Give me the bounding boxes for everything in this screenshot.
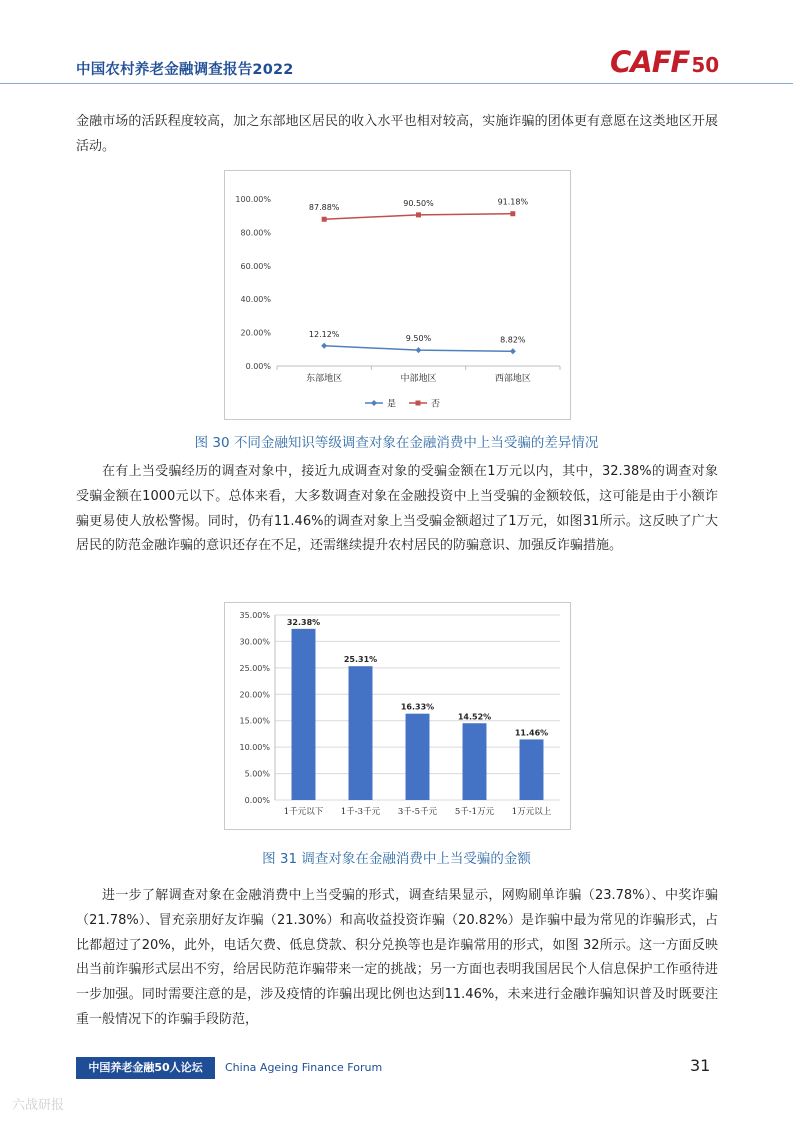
legend-marker	[371, 400, 377, 406]
figure-30-line-chart	[224, 170, 571, 420]
bar-value-label: 16.33%	[400, 702, 435, 712]
bar-value-label: 32.38%	[286, 617, 321, 627]
x-tick-label: 1千元以下	[283, 807, 324, 817]
x-tick-label: 中部地区	[400, 374, 437, 384]
data-label: 8.82%	[500, 335, 526, 345]
paragraph-2: 在有上当受骗经历的调查对象中，接近九成调查对象的受骗金额在1万元以内，其中，32.38%的调查对象受骗金额在1000元以下。总体来看，大多数调查对象在金融投资中上当受骗的金额较低，这可能是由于小额诈骗更易使人放松警惕。同时，仍有11.46%的调查对象上当受骗金额超过了1万元，如图31所示。这反映了广大居民的防范金融诈骗的意识还存在不足，还需继续提升农村居民的防骗意识、加强反诈骗措施。	[76, 464, 718, 554]
line-chart-svg	[225, 171, 570, 419]
data-point-marker	[416, 212, 421, 217]
bar-chart-svg	[225, 603, 570, 829]
x-tick-label: 5千-1万元	[454, 807, 495, 817]
figure-31-caption: 图 31 调查对象在金融消费中上当受骗的金额	[262, 851, 531, 867]
figure-30-caption: 图 30 不同金融知识等级调查对象在金融消费中上当受骗的差异情况	[194, 435, 599, 451]
page-header	[0, 0, 793, 90]
y-tick-label: 10.00%	[239, 743, 270, 753]
data-point-marker	[510, 211, 515, 216]
paragraph-1: 金融市场的活跃程度较高，加之东部地区居民的收入水平也相对较高，实施诈骗的团体更有意愿在这类地区开展活动。	[76, 114, 718, 154]
y-tick-label: 80.00%	[240, 228, 271, 238]
y-tick-label: 20.00%	[240, 328, 271, 338]
legend-marker	[416, 401, 421, 406]
y-tick-label: 35.00%	[239, 611, 270, 620]
data-label: 9.50%	[405, 334, 432, 344]
legend-label: 是	[387, 399, 397, 410]
report-title: 中国农村养老金融调查报告2022	[76, 62, 294, 78]
data-label: 91.18%	[497, 197, 529, 207]
page-number: 31	[690, 1056, 711, 1075]
footer-forum-en: China Ageing Finance Forum	[225, 1061, 383, 1074]
y-tick-label: 100.00%	[235, 195, 271, 204]
y-tick-label: 5.00%	[244, 769, 270, 779]
y-tick-label: 25.00%	[239, 663, 270, 673]
logo-number: 50	[691, 53, 720, 77]
paragraph-3: 进一步了解调查对象在金融消费中上当受骗的形式，调查结果显示，网购刷单诈骗（23.78%）、中奖诈骗（21.78%）、冒充亲朋好友诈骗（21.30%）和高收益投资诈骗（20.82%）是诈骗中最为常见的诈骗形式，占比都超过了20%，此外，电话欠费、低息贷款、积分兑换等也是诈骗常用的形式，如图 32所示。这一方面反映出当前诈骗形式层出不穷，给居民防范诈骗带来一定的挑战；另一方面也表明我国居民个人信息保护工作亟待进一步加强。同时需要注意的是，涉及疫情的诈骗出现比例也达到11.46%，未来进行金融诈骗知识普及时既要注重一般情况下的诈骗手段防范，	[76, 888, 718, 1027]
bar-value-label: 25.31%	[343, 655, 378, 665]
bar-value-label: 14.52%	[457, 712, 492, 722]
bar-value-label: 11.46%	[514, 728, 549, 738]
data-label: 87.88%	[308, 203, 340, 213]
y-tick-label: 15.00%	[239, 716, 270, 726]
watermark: 六战研报	[12, 1098, 65, 1113]
x-tick-label: 1千-3千元	[340, 807, 381, 817]
logo-text: CAFF	[610, 45, 690, 79]
y-tick-label: 40.00%	[240, 295, 271, 305]
header-divider	[0, 83, 793, 84]
bar	[292, 629, 316, 800]
data-label: 12.12%	[308, 329, 340, 339]
y-tick-label: 20.00%	[239, 690, 270, 700]
x-tick-label: 3千-5千元	[397, 807, 438, 817]
bar	[349, 666, 373, 800]
caff50-logo	[610, 45, 719, 81]
data-point-marker	[416, 347, 422, 353]
bar	[406, 714, 430, 800]
page-footer	[0, 1057, 793, 1079]
figure-31-bar-chart	[224, 602, 571, 830]
x-tick-label: 东部地区	[306, 374, 343, 384]
y-tick-label: 0.00%	[245, 362, 271, 371]
x-tick-label: 1万元以上	[511, 807, 552, 817]
data-label: 90.50%	[403, 198, 434, 208]
legend-label: 否	[431, 399, 441, 410]
y-tick-label: 30.00%	[239, 637, 270, 647]
x-tick-label: 西部地区	[494, 374, 531, 384]
bar	[463, 723, 487, 800]
data-point-marker	[321, 343, 327, 349]
y-tick-label: 60.00%	[240, 261, 271, 271]
footer-forum-cn: 中国养老金融50人论坛	[76, 1057, 215, 1079]
data-point-marker	[510, 348, 516, 354]
y-tick-label: 0.00%	[244, 796, 270, 805]
data-point-marker	[322, 217, 327, 222]
bar	[520, 739, 544, 800]
